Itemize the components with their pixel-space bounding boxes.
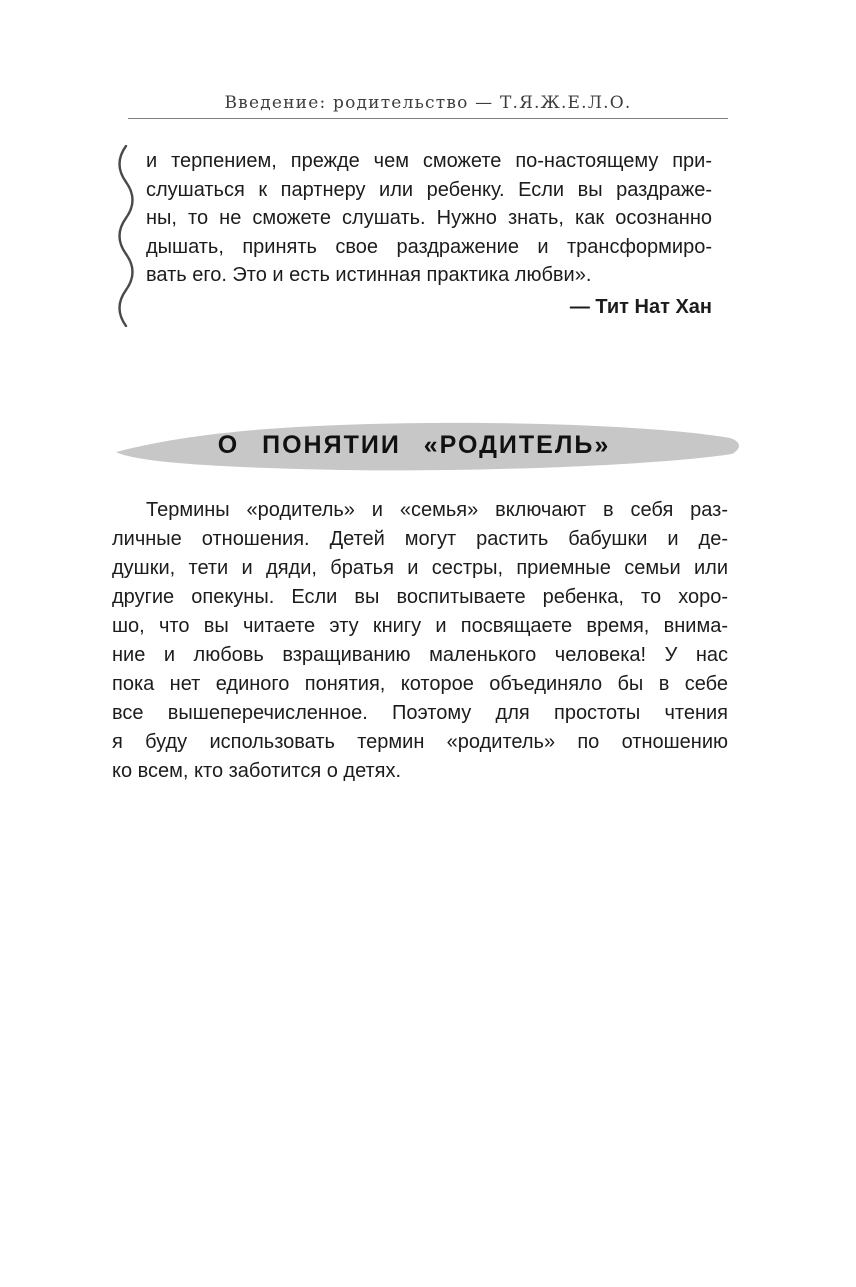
- text-line: я буду использовать термин «родитель» по отношению: [112, 731, 728, 753]
- text-line: Термины «родитель» и «семья» включают в себя раз-: [146, 499, 728, 521]
- text-line: ние и любовь взращиванию маленького человека! У нас: [112, 644, 728, 666]
- header-rule: [128, 118, 728, 119]
- text-line: другие опекуны. Если вы воспитываете ребенка, то хоро-: [112, 586, 728, 608]
- text-line: душки, тети и дяди, братья и сестры, приемные семьи или: [112, 557, 728, 579]
- text-line: пока нет единого понятия, которое объединяло бы в себе: [112, 673, 728, 695]
- quote-squiggle-ornament: [112, 145, 134, 327]
- quote-attribution: — Тит Нат Хан: [569, 296, 712, 318]
- text-line: ко всем, кто заботится о детях.: [112, 760, 402, 782]
- section-heading: [112, 416, 744, 474]
- text-line: и терпением, прежде чем сможете по-настоящему при-: [146, 150, 712, 172]
- section-title: О ПОНЯТИИ «РОДИТЕЛЬ»: [217, 430, 611, 459]
- running-header: Введение: родительство — Т.Я.Ж.Е.Л.О.: [224, 93, 632, 113]
- text-line: личные отношения. Детей могут растить бабушки и де-: [112, 528, 728, 550]
- text-line: вать его. Это и есть истинная практика любви».: [146, 264, 592, 287]
- text-line: все вышеперечисленное. Поэтому для простоты чтения: [112, 702, 728, 724]
- text-line: шо, что вы читаете эту книгу и посвящаете время, внима-: [112, 615, 728, 637]
- text-line: ны, то не сможете слушать. Нужно знать, как осознанно: [146, 207, 712, 230]
- epigraph-quote: [146, 147, 712, 290]
- quote-text: [146, 147, 712, 290]
- text-line: слушаться к партнеру или ребенку. Если вы раздраже-: [146, 178, 712, 201]
- body-paragraph: [112, 496, 728, 786]
- text-line: дышать, принять свое раздражение и трансформиро-: [146, 235, 712, 258]
